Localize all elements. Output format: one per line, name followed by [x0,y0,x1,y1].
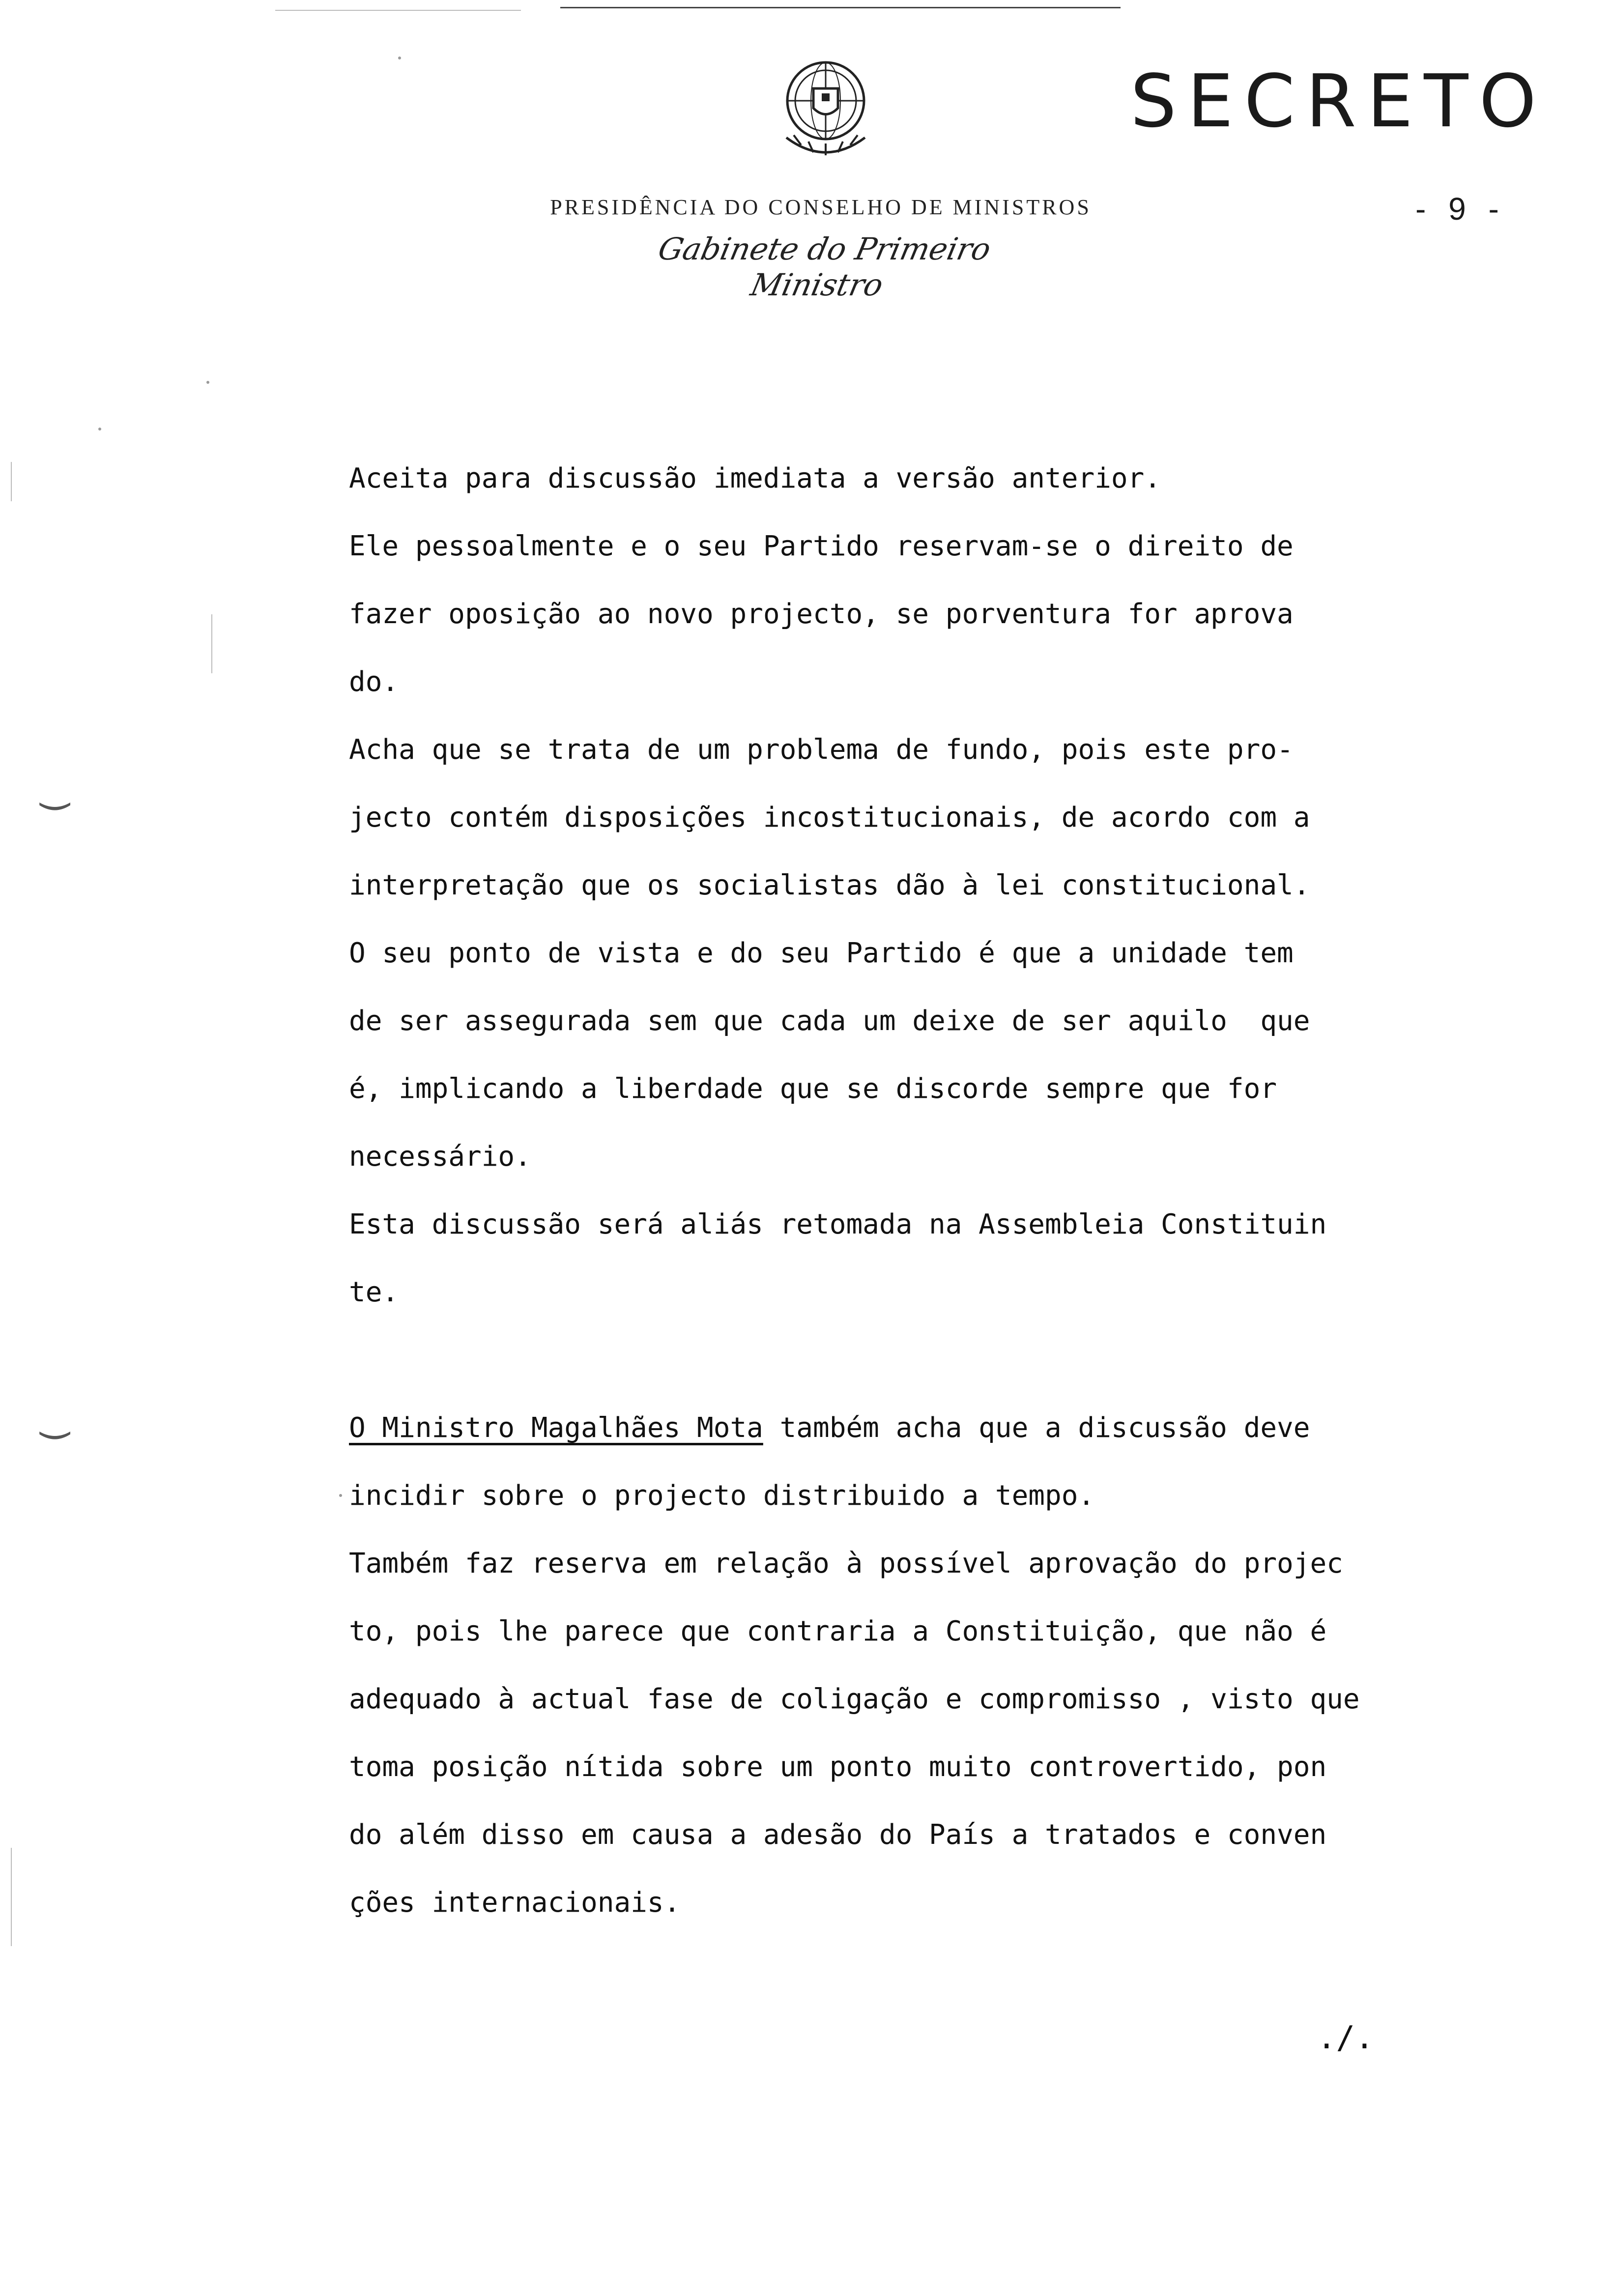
text-line: te. [349,1276,399,1308]
text-line: é, implicando a liberdade que se discorde sempre que for [349,1073,1277,1105]
text-line: to, pois lhe parece que contraria a Constituição, que não é [349,1615,1327,1647]
scan-speck [98,428,101,430]
text-line: Também faz reserva em relação à possível aprovação do projec [349,1548,1343,1579]
portuguese-coat-of-arms-icon [767,54,885,172]
scan-speck [339,1494,342,1497]
continuation-mark: ./. [1317,2020,1374,2056]
classification-stamp: SECRETO [1130,59,1548,144]
scan-edge-line [560,7,1121,8]
text-line: de ser assegurada sem que cada um deixe de ser aquilo que [349,1005,1310,1037]
text-line: do. [349,666,399,698]
scan-edge-line [275,10,521,11]
letterhead-office: PRESIDÊNCIA DO CONSELHO DE MINISTROS [550,195,1092,219]
letterhead-cabinet: Gabinete do Primeiro Ministro [655,231,994,303]
text-line: toma posição nítida sobre um ponto muito controvertido, pon [349,1751,1327,1783]
paragraph-gap [349,1326,1430,1394]
text-line: necessário. [349,1141,531,1173]
speaker-name: O Ministro Magalhães Mota [349,1412,763,1444]
scan-speck [398,57,401,59]
speaker-line [349,1394,1430,1462]
text-line: Acha que se trata de um problema de fundo, pois este pro- [349,734,1294,766]
text-line: interpretação que os socialistas dão à lei constitucional. [349,869,1310,901]
text-line: O seu ponto de vista e do seu Partido é que a unidade tem [349,937,1294,969]
speaker-line-text: também acha que a discussão deve [763,1412,1310,1444]
scan-speck [206,381,209,384]
text-line: fazer oposição ao novo projecto, se porventura for aprova [349,598,1294,630]
scan-edge-line [211,614,212,673]
page-number: - 9 - [1415,191,1506,227]
text-line: jecto contém disposições incostitucionais, de acordo com a [349,802,1310,833]
text-line: adequado à actual fase de coligação e compromisso , visto que [349,1683,1360,1715]
text-line: Aceita para discussão imediata a versão anterior. [349,462,1161,494]
text-line: Ele pessoalmente e o seu Partido reservam-se o direito de [349,530,1294,562]
scan-edge-line [11,462,12,501]
text-line: do além disso em causa a adesão do País a tratados e conven [349,1819,1327,1851]
text-line: ções internacionais. [349,1887,681,1919]
text-line: Esta discussão será aliás retomada na Assembleia Constituin [349,1208,1327,1240]
punch-hole-mark-icon: ) [35,1429,76,1442]
body-text [349,445,1430,1937]
punch-hole-mark-icon: ) [35,800,76,813]
scan-edge-line [11,1848,12,1946]
text-line: incidir sobre o projecto distribuido a tempo. [349,1480,1095,1512]
